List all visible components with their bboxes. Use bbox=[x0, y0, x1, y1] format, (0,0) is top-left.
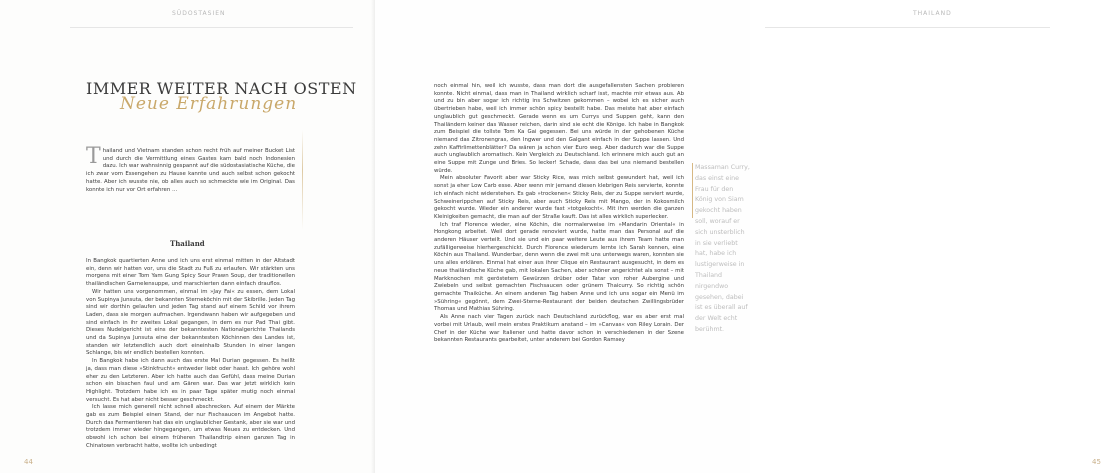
body-paragraph: Mein absoluter Favorit aber war Sticky Rice, was mich selbst gewundert hat, weil ich sonst ja eher Low Carb esse. Aber wenn mir jemand diesen klebrigen Reis servierte, konnte ich einfach nicht widerstehen. Es gab »trockenen« Sticky Reis, der zu Suppe serviert wurde, Schweinerippchen auf Sticky Reis, aber auch Sticky Reis mit Mango, der in Kokosmilch gekocht wurde. Wieder ein anderer wurde fast »totgekocht«. Mit ihm werden die ganzen Kleinigkeiten gemacht, die man auf der Straße kauft. Das ist alles wirklich superlecker. bbox=[434, 175, 684, 220]
decorative-gold-line bbox=[302, 130, 303, 230]
pull-quote: Massaman Curry, das einst eine Frau für den König von Siam gekocht haben soll, worauf er sich unsterblich in sie verliebt hat, habe ich lustigerweise in Thailand nirgendwo gesehen, dabei ist es überall auf der Welt echt berühmt. bbox=[695, 164, 750, 333]
running-header-left: SÜDOSTASIEN bbox=[172, 10, 226, 17]
body-paragraph: Als Anne nach vier Tagen zurück nach Deutschland zurückflog, war es aber erst mal vorbei mit Urlaub, weil mein erstes Praktikum anstand – im »Canvas« von Riley Lorain. Der Chef in der Küche war Italiener und hatte davor schon in verschiedenen in der Szene bekannten Restaurants gearbeitet, unter anderem bei Gordon Ramsey bbox=[434, 314, 684, 344]
left-body-column bbox=[86, 258, 295, 451]
body-paragraph: Wir hatten uns vorgenommen, einmal im »Jay Fai« zu essen, dem Lokal von Supinya Junsuta, der bekannten Sterneköchin mit der Skibrille. Jeden Tag sind wir dorthin gelaufen und jeden Tag stand auf einem Schild vor ihrem Laden, dass sie morgen aufmachen. Irgendwann haben wir aufgegeben und sind einfach in ihr zweites Lokal gegangen, in dem es nur Pad Thai gibt. Dieses Nudelgericht ist eins der bekanntesten Nationalgerichte Thailands und da Supinya Junsuta eine der bekanntesten Köchinnen des Landes ist, standen wir letztendlich auch dort eineinhalb Stunden in einer langen Schlange, bis wir endlich bestellen konnten. bbox=[86, 288, 295, 357]
intro-text: hailand und Vietnam standen schon recht früh auf meiner Bucket List und durch die Vermittlung eines Gastes kam bald noch Indonesien dazu. Ich war wahnsinnig gespannt auf die südostasiatische Küche, die ich zwar vom Essengehen zu Hause kannte und auch selbst schon gekocht hatte. Aber ich wusste nie, ob alles auch so schmeckte wie im Original. Das konnte ich nur vor Ort erfahren … bbox=[86, 148, 295, 193]
intro-paragraph bbox=[86, 144, 295, 194]
body-paragraph: Ich traf Florence wieder, eine Köchin, die normalerweise im »Mandarin Oriental« in Hongkong arbeitet. Weil dort gerade renoviert wurde, hatte man das Personal auf die anderen Häuser verteilt. Und sie und ein paar weitere Leute aus ihrem Team hatte man zufälligerweise hierhergeschickt. Durch Florence wiederum lernte ich Sarah kennen, eine Köchin aus Thailand. Wunderbar, denn wenn die zwei mit uns unterwegs waren, konnten sie uns alles erklären. Einmal hat einer aus ihrer Clique ein Restaurant ausgesucht, in dem es neue thailändische Küche gab, mit lokalen Sachen, aber schöner angerichtet als sonst – mit Markknochen mit geröstetem Gewürzen drüber oder Tatar von roher Aubergine und Zwiebeln und selbst gemachten Fischsaucen oder grünem Thaicurry. So richtig schön gemachte Thaiküche. An einem anderen Tag haben Anne und ich uns sogar ein Menü im »Sühring« gegönnt, dem Zwei-Sterne-Restaurant der beiden deutschen Zwillingsbrüder Thomas und Mathias Sühring. bbox=[434, 221, 684, 313]
section-heading: Thailand bbox=[170, 239, 205, 248]
page-number-right: 45 bbox=[1092, 458, 1101, 466]
right-body-column bbox=[434, 83, 684, 345]
header-rule-left bbox=[70, 27, 353, 28]
chapter-title: IMMER WEITER NACH OSTEN bbox=[86, 79, 357, 98]
header-rule-right bbox=[765, 27, 1050, 28]
drop-cap: T bbox=[86, 144, 101, 169]
body-paragraph: Ich lasse mich generell nicht schnell abschrecken. Auf einem der Märkte gab es zum Beispiel einen Stand, der nur Fischsaucen im Angebot hatte. Durch das Fermentieren hat das ein unglaublicher Gestank, aber sie war und trotzdem immer wieder hingegangen, um etwas Neues zu entdecken. Und obwohl ich schon bei einem früheren Thailandtrip einen ganzen Tag in Chinatown verbracht hatte, wollte ich unbedingt bbox=[86, 404, 295, 449]
running-header-right: THAILAND bbox=[913, 10, 952, 17]
body-paragraph: noch einmal hin, weil ich wusste, dass man dort die ausgefallensten Sachen probieren konnte. Nicht einmal, dass man in Thailand wirklich scharf isst, machte mir etwas aus. Ab und zu bin aber sogar ich richtig ins Schwitzen gekommen – wobei ich es sicher auch übertrieben habe, weil ich immer schön spicy bestellt habe. Das meiste hat aber einfach unglaublich gut geschmeckt. Gerade wenn es um Currys und Suppen geht, kann den Thailändern keiner das Wasser reichen, darin sind sie echt die Könige. Ich habe in Bangkok zum Beispiel die tollste Tom Ka Gai gegessen. Bei uns würde in der gehobenen Küche niemand das Zitronengras, den Ingwer und den Galgant einfach in der Suppe lassen. Und zehn Kaffirlimettenblätter? Da wären ja schon vier Euro weg. Aber dadurch war die Suppe auch unglaublich aromatisch. Kein Vergleich zu Deutschland. Ich erinnere mich auch gut an eine Suppe mit Zunge und Bries. So lecker! Schade, dass das bei uns niemand bestellen würde. bbox=[434, 83, 684, 174]
pull-quote-bar bbox=[692, 163, 693, 218]
body-paragraph: In Bangkok habe ich dann auch das erste Mal Durian gegessen. Es heißt ja, dass man diese »Stinkfrucht« entweder liebt oder hasst. Ich gehöre wohl eher zu den Letzteren. Aber ich hatte auch das Gefühl, dass meine Durian schon ein bisschen faul und am Gären war. Das war jetzt wirklich kein Highlight. Trotzdem habe ich es in paar Tage später mutig noch einmal versucht. Es hat aber nicht besser geschmeckt. bbox=[86, 358, 295, 403]
page-number-left: 44 bbox=[24, 458, 33, 466]
left-page bbox=[0, 0, 375, 473]
chapter-subtitle: Neue Erfahrungen bbox=[120, 94, 298, 114]
body-paragraph: In Bangkok quartierten Anne und ich uns erst einmal mitten in der Altstadt ein, denn wir hatten vor, uns die Stadt zu Fuß zu erlaufen. Wir stärkten uns morgens mit einer Tom Yam Gung Spicy Sour Prawn Soup, der traditionellen thailändischen Garnelensuppe, und marschierten dann einfach drauflos. bbox=[86, 258, 295, 288]
